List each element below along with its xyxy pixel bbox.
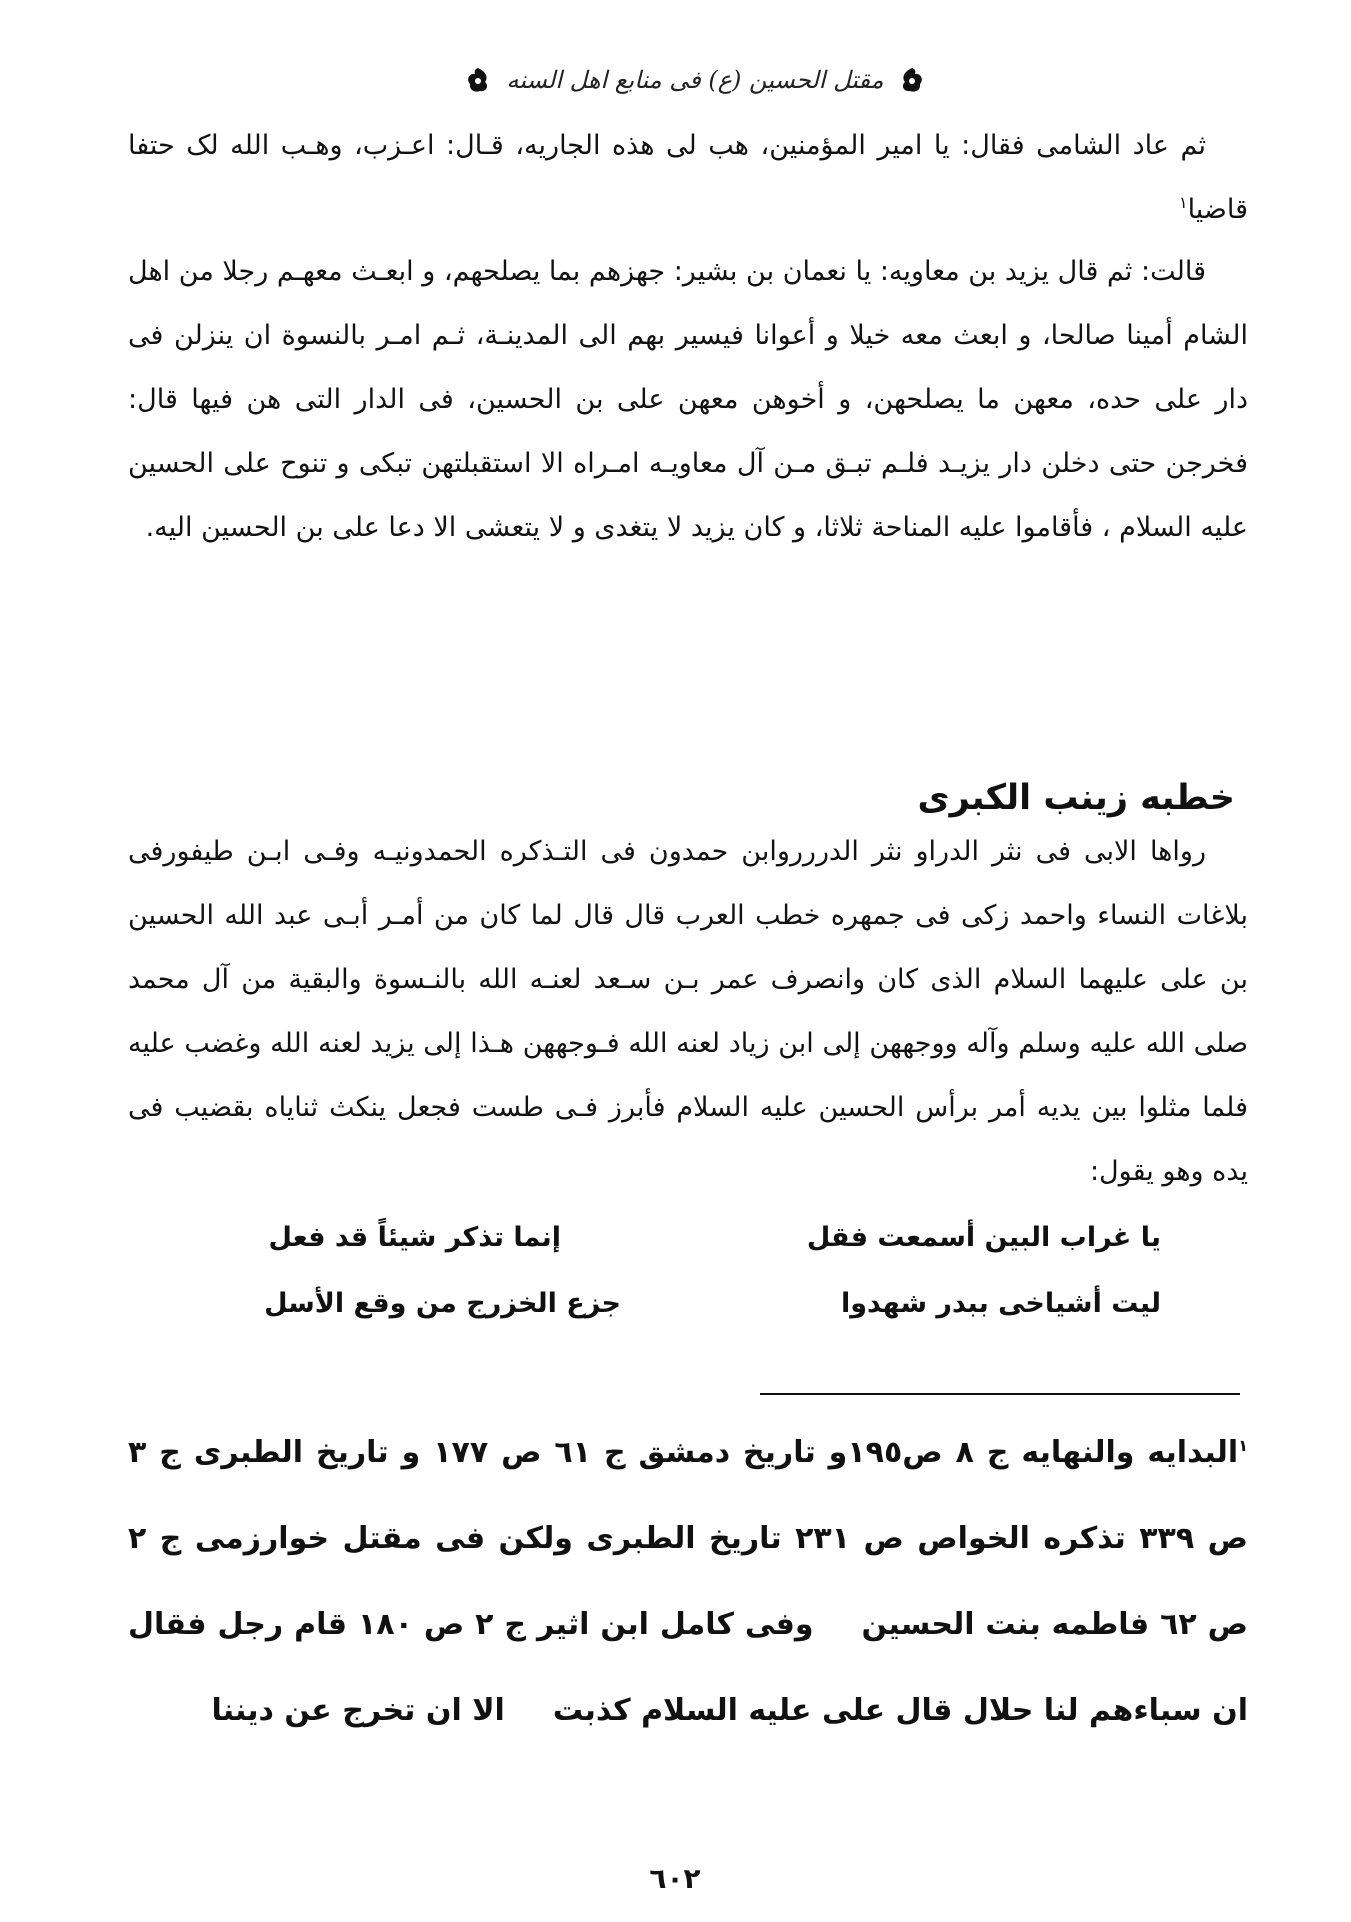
floral-ornament-icon (463, 65, 493, 95)
paragraph-sermon-intro (128, 820, 1248, 1204)
paragraph-yazid-orders (128, 240, 1248, 560)
footnote-text-part-2: وفی کامل ابن اثیر ج ٢ ص ١٨٠ قام رجل فقال ان سباءهم لنا حلال قال علی علیه السلام کذبت (128, 1607, 1248, 1728)
paragraph-text: ثم عاد الشامی فقال: یا امیر المؤمنین، هب لی هذه الجاریه، قـال: اعـزب، وهـب الله لک حتفا قاضیا (128, 130, 1248, 225)
footnote-mark: ١ (1238, 1436, 1248, 1455)
footnote-text-part-1: البدایه والنهایه ج ٨ ص١٩٥و تاریخ دمشق ج ٦١ ص ١٧٧ و تاریخ الطبری ج ٣ ص ٣٣٩ تذکره الخواص ص ٢٣١ تاریخ الطبری ولکن فی مقتل خوارزمی ج ٢ ص ٦٢ فاطمه بنت الحسین (128, 1435, 1249, 1642)
floral-ornament-icon (897, 65, 927, 95)
footnote-mark: ١ (1178, 193, 1188, 212)
footnote-text-part-3: الا ان تخرج عن دیننا (211, 1693, 505, 1728)
poem-verse-2-left: جزع الخزرج من وقع الأسل (264, 1288, 621, 1319)
paragraph-text: رواها الابی فی نثر الدراو نثر الدررروابن حمدون فی التـذکره الحمدونیـه وفـی ابـن طیفورفی بلاغات النساء واحمد زکی فی جمهره خطب العرب قال قال لما کان من أمـر أبـی عبد الله الحسین بن علی علیهما السلام الذی کان وانصرف عمر بـن سـعد لعنـه الله بالنـسوة والبقیة من آل محمد صلی الله علیه وسلم وآله ووجههن إلی ابن زیاد لعنه الله فـوجههن هـذا إلی یزید لعنه الله وغضب علیه فلما مثلوا بین یدیه أمر برأس الحسین علیه السلام فأبرز فـی طست فجعل ینکث ثنایاه بقضیب فی یده وهو یقول: (128, 836, 1248, 1187)
paragraph-shami-request (128, 114, 1248, 242)
poem-verse-1-left: إنما تذکر شیئاً قد فعل (268, 1222, 561, 1253)
header-title: مقتل الحسين (ع) فی منابع اهل السنه (506, 66, 884, 94)
footnote-divider (760, 1393, 1240, 1395)
poem-verse-2-right: لیت أشیاخی ببدر شهدوا (841, 1288, 1161, 1319)
page-number: ٦٠٢ (649, 1862, 701, 1895)
poem-verse-1-right: یا غراب البین أسمعت فقل (806, 1222, 1161, 1253)
section-heading: خطبه زینب الکبری (917, 778, 1235, 818)
running-header (460, 58, 930, 102)
paragraph-text: قالت: ثم قال یزید بن معاویه: یا نعمان بن بشیر: جهزهم بما یصلحهم، و ابعـث معهـم رجلا من اهل الشام أمینا صالحا، و ابعث معه خیلا و أعوانا فیسیر بهم الی المدینـة، ثـم امـر بالنسوة ان ینزلن فی دار علی حده، معهن ما یصلحهن، و أخوهن معهن علی بن الحسین، فی الدار التی هن فیها قال: فخرجن حتی دخلن دار یزیـد فلـم تبـق مـن آل معاویـه امـراه الا استقبلتهن تبکی و تنوح علی الحسین علیه السلام ، فأقاموا علیه المناحة ثلاثا، و کان یزید لا یتغدی و لا یتعشی الا دعا علی بن الحسین الیه. (128, 256, 1248, 543)
footnote (128, 1410, 1248, 1754)
